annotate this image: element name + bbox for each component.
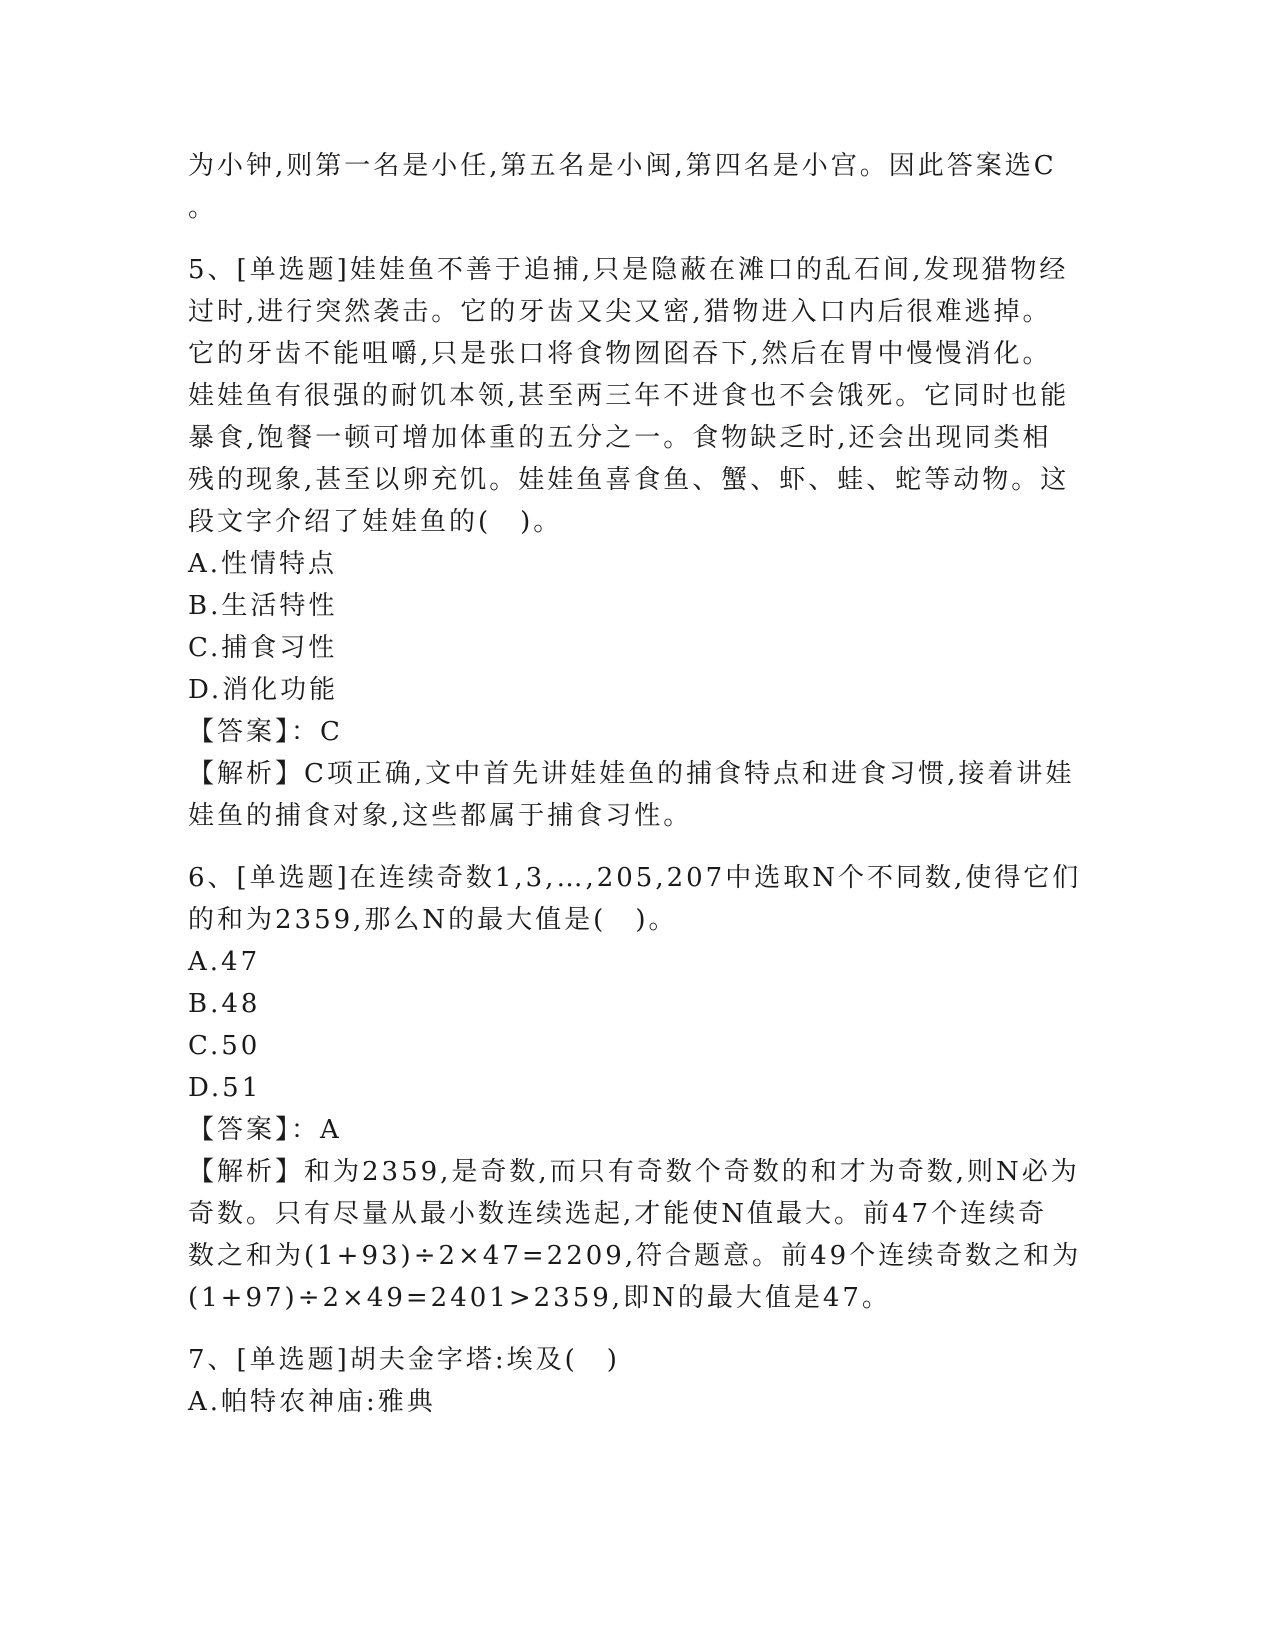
explanation <box>188 1151 1088 1319</box>
question-7 <box>188 1339 1088 1423</box>
text-line: 段文字介绍了娃娃鱼的( )。 <box>188 507 563 537</box>
text-line: 娃鱼的捕食对象,这些都属于捕食习性。 <box>188 801 693 831</box>
text-line: 。 <box>188 193 218 223</box>
question-6 <box>188 857 1088 1319</box>
text-line: 5、[单选题]娃娃鱼不善于追捕,只是隐蔽在滩口的乱石间,发现猎物经 <box>188 255 1069 285</box>
text-line: 6、[单选题]在连续奇数1,3,…,205,207中选取N个不同数,使得它们 <box>188 863 1082 893</box>
option-a: A.47 <box>188 947 261 977</box>
option-d: D.51 <box>188 1073 262 1103</box>
option-a: A.性情特点 <box>188 549 338 579</box>
text-line: 为小钟,则第一名是小任,第五名是小闽,第四名是小宫。因此答案选C <box>188 151 1057 181</box>
text-line: 它的牙齿不能咀嚼,只是张口将食物囫囵吞下,然后在胃中慢慢消化。 <box>188 339 1052 369</box>
question-stem <box>188 249 1088 543</box>
document-page <box>188 145 1088 1423</box>
option-list <box>188 1381 1088 1423</box>
option-b: B.48 <box>188 989 261 1019</box>
text-line: 奇数。只有尽量从最小数连续选起,才能使N值最大。前47个连续奇 <box>188 1199 1048 1229</box>
option-a: A.帕特农神庙:雅典 <box>188 1387 436 1417</box>
text-line: 【解析】和为2359,是奇数,而只有奇数个奇数的和才为奇数,则N必为 <box>188 1157 1080 1187</box>
question-5 <box>188 249 1088 837</box>
text-line: 7、[单选题]胡夫金字塔:埃及( ) <box>188 1345 620 1375</box>
text-line: 暴食,饱餐一顿可增加体重的五分之一。食物缺乏时,还会出现同类相 <box>188 423 1052 453</box>
option-c: C.捕食习性 <box>188 633 338 663</box>
option-list <box>188 941 1088 1109</box>
text-line: 娃娃鱼有很强的耐饥本领,甚至两三年不进食也不会饿死。它同时也能 <box>188 381 1070 411</box>
explanation <box>188 753 1088 837</box>
option-d: D.消化功能 <box>188 675 339 705</box>
text-line: 的和为2359,那么N的最大值是( )。 <box>188 905 678 935</box>
option-list <box>188 543 1088 711</box>
answer: 【答案】：C <box>188 717 343 747</box>
text-line: (1+97)÷2×49=2401>2359,即N的最大值是47。 <box>188 1283 891 1313</box>
answer: 【答案】：A <box>188 1115 342 1145</box>
text-line: 残的现象,甚至以卵充饥。娃娃鱼喜食鱼、蟹、虾、蛙、蛇等动物。这 <box>188 465 1070 495</box>
question-stem <box>188 857 1088 941</box>
previous-explanation-tail <box>188 145 1088 229</box>
option-b: B.生活特性 <box>188 591 338 621</box>
text-line: 【解析】C项正确,文中首先讲娃娃鱼的捕食特点和进食习惯,接着讲娃 <box>188 759 1075 789</box>
text-line: 数之和为(1+93)÷2×47=2209,符合题意。前49个连续奇数之和为 <box>188 1241 1082 1271</box>
question-stem <box>188 1339 1088 1381</box>
option-c: C.50 <box>188 1031 261 1061</box>
text-line: 过时,进行突然袭击。它的牙齿又尖又密,猎物进入口内后很难逃掉。 <box>188 297 1052 327</box>
